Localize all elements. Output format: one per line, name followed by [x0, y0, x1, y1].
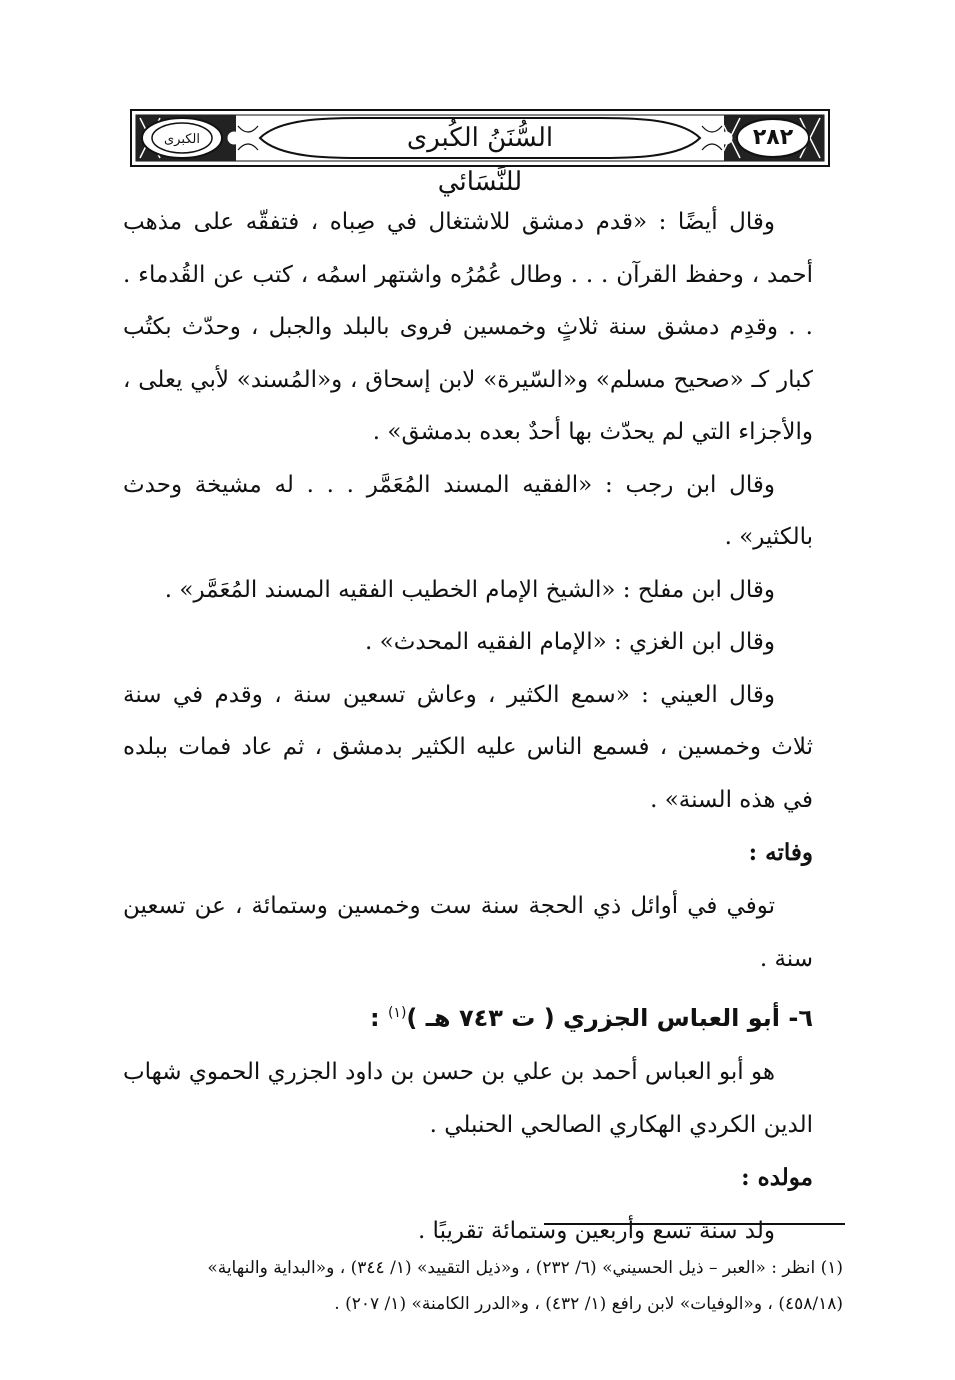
- seal-emblem: [146, 118, 220, 158]
- footnotes: [108, 1250, 843, 1322]
- paragraph-ibn-ghazzi: وقال ابن الغزي : «الإمام الفقيه المحدث» .: [365, 629, 775, 655]
- footnote-separator: [544, 1223, 845, 1225]
- section-title-text: ٦- أبو العباس الجزري ( ت ٧٤٣ هـ ): [406, 1004, 813, 1032]
- section-title-colon: :: [369, 1004, 388, 1032]
- seal-text: الكبرى: [163, 132, 201, 147]
- paragraph-identity: هو أبو العباس أحمد بن علي بن حسن بن داود الجزري الحموي شهاب الدين الكردي الهكاري الصالحي الحنبلي .: [123, 1059, 813, 1138]
- paragraph-birth: ولد سنة تسع وأربعين وستمائة تقريبًا .: [417, 1218, 775, 1244]
- page-header: [130, 108, 830, 197]
- main-text: [123, 196, 813, 1258]
- paragraph-ayni: وقال العيني : «سمع الكثير ، وعاش تسعين سنة ، وقدم في سنة ثلاث وخمسين ، فسمع الناس عليه الكثير بدمشق ، ثم عاد فمات ببلده في هذه السنة» .: [123, 681, 813, 813]
- page-number: ٢٨٢: [752, 125, 794, 150]
- heading-birth: مولده :: [741, 1164, 813, 1191]
- paragraph-ibn-rajab: وقال ابن رجب : «الفقيه المسند المُعَمَّر . . . له مشيخة وحدث بالكثير» .: [123, 471, 813, 550]
- paragraph-quote-1: وقال أيضًا : «قدم دمشق للاشتغال في صِباه ، فتفقّه على مذهب أحمد ، وحفظ القرآن . . . وطال عُمُرُه واشتهر اسمُه ، كتب عن القُدماء . . . وقدِم دمشق سنة ثلاثٍ وخمسين فروى بالبلد والجبل ، وحدّث بكتُب كبار كـ «صحيح مسلم» و«السّيرة» لابن إسحاق ، و«المُسند» لأبي يعلى ، والأجزاء التي لم يحدّث بها أحدٌ بعده بدمشق» .: [123, 209, 813, 445]
- book-title: السُّنَنُ الكُبرى للنَّسَائي: [406, 123, 554, 197]
- header-seal: [146, 118, 220, 158]
- paragraph-ibn-muflih: وقال ابن مفلح : «الشيخ الإمام الخطيب الفقيه المسند المُعَمَّر» .: [164, 576, 775, 603]
- footnote-line-2: (٤٥٨/١٨) ، و«الوفيات» لابن رافع (١/ ٤٣٢) ، و«الدرر الكامنة» (١/ ٢٠٧) .: [334, 1294, 843, 1314]
- paragraph-death: توفي في أوائل ذي الحجة سنة ست وخمسين وستمائة ، عن تسعين سنة .: [123, 893, 813, 972]
- heading-death: وفاته :: [748, 839, 813, 866]
- footnote-marker: (١): [387, 1005, 407, 1021]
- footnote-line-1: (١) انظر : «العبر – ذيل الحسيني» (٦/ ٢٣٢) ، و«ذيل التقييد» (١/ ٣٤٤) ، و«البداية والنهاية»: [207, 1258, 843, 1278]
- section-title: [123, 985, 813, 1046]
